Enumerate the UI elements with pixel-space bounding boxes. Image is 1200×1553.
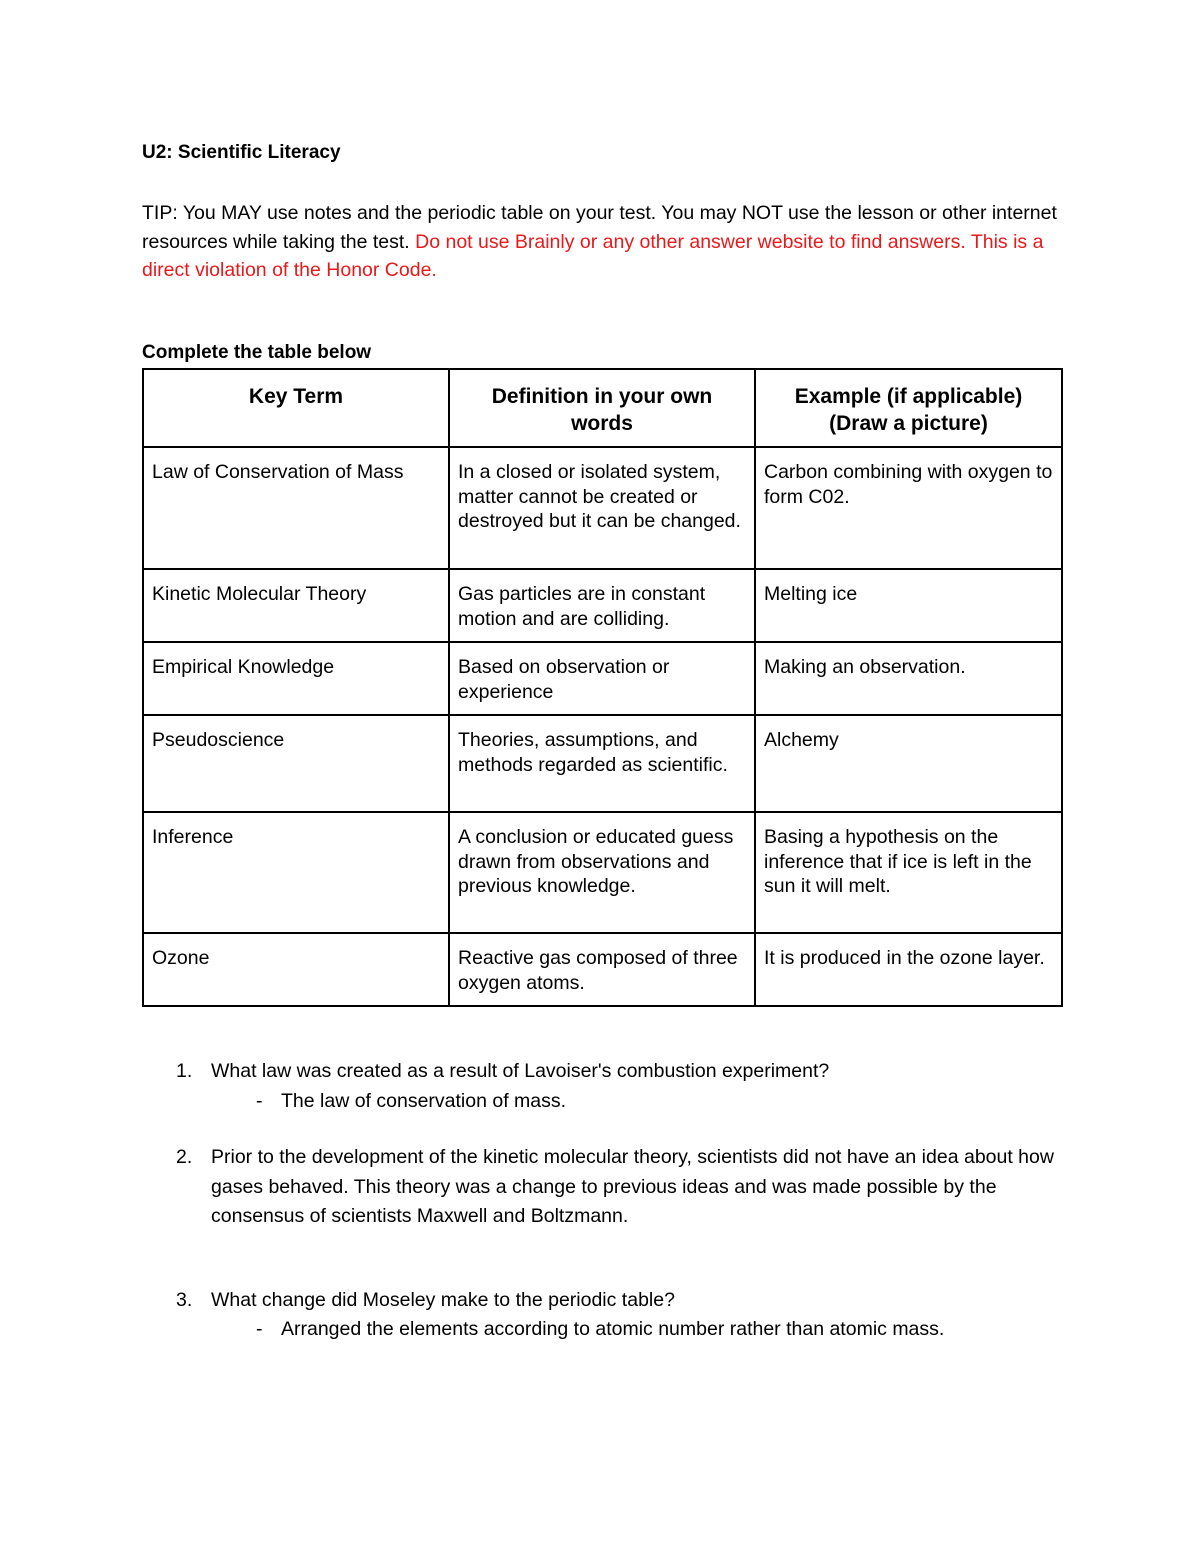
cell-key-term: Law of Conservation of Mass (143, 447, 449, 569)
cell-key-term: Pseudoscience (143, 715, 449, 812)
table-row (143, 715, 1062, 812)
table-row (143, 447, 1062, 569)
tip-text: TIP: You MAY use notes and the periodic table on your test. You may NOT use the lesson or other internet resources while taking the test. (142, 202, 1057, 253)
header-key-term: Key Term (143, 369, 449, 447)
cell-definition: Gas particles are in constant motion and are colliding. (449, 569, 755, 642)
cell-definition: Reactive gas composed of three oxygen atoms. (449, 933, 755, 1006)
cell-example: Carbon combining with oxygen to form C02. (755, 447, 1062, 569)
cell-example: It is produced in the ozone layer. (755, 933, 1062, 1006)
cell-key-term: Kinetic Molecular Theory (143, 569, 449, 642)
cell-example: Making an observation. (755, 642, 1062, 715)
cell-definition: Based on observation or experience (449, 642, 755, 715)
table-header-row (143, 369, 1062, 447)
document-title: U2: Scientific Literacy (142, 142, 341, 163)
answer-text: The law of conservation of mass. (281, 1089, 567, 1112)
tip-warning: Do not use Brainly or any other answer website to find answers. This is a direct violation of the Honor Code. (142, 230, 1044, 281)
cell-example: Alchemy (755, 715, 1062, 812)
table-row (143, 933, 1062, 1006)
question-3 (176, 1286, 1076, 1316)
answer-text: Arranged the elements according to atomic number rather than atomic mass. (281, 1318, 945, 1340)
tip-paragraph (142, 199, 1067, 285)
question-text: Prior to the development of the kinetic molecular theory, scientists did not have an idea about how gases behaved. This theory was a change to previous ideas and was made possible by the consensus of scientists Maxwell and Boltzmann. (211, 1146, 1054, 1227)
cell-definition: A conclusion or educated guess drawn from observations and previous knowledge. (449, 812, 755, 933)
question-number: 3. (176, 1288, 193, 1311)
table-row (143, 642, 1062, 715)
table-row (143, 812, 1062, 933)
cell-definition: Theories, assumptions, and methods regarded as scientific. (449, 715, 755, 812)
cell-key-term: Inference (143, 812, 449, 933)
answer-3 (176, 1315, 1076, 1345)
question-number: 1. (176, 1060, 193, 1082)
key-terms-table (142, 368, 1063, 1007)
question-2 (176, 1143, 1076, 1232)
header-definition: Definition in your own words (449, 369, 755, 447)
question-list (176, 1057, 1076, 1345)
header-example: Example (if applicable) (Draw a picture) (755, 369, 1062, 447)
answer-dash: - (256, 1318, 263, 1340)
question-text: What law was created as a result of Lavoiser's combustion experiment? (211, 1060, 830, 1082)
question-text: What change did Moseley make to the periodic table? (211, 1288, 675, 1311)
table-row (143, 569, 1062, 642)
answer-1 (176, 1087, 1076, 1117)
question-1 (176, 1057, 1076, 1087)
cell-key-term: Ozone (143, 933, 449, 1006)
question-number: 2. (176, 1146, 193, 1168)
cell-example: Melting ice (755, 569, 1062, 642)
cell-key-term: Empirical Knowledge (143, 642, 449, 715)
cell-definition: In a closed or isolated system, matter cannot be created or destroyed but it can be changed. (449, 447, 755, 569)
cell-example: Basing a hypothesis on the inference that if ice is left in the sun it will melt. (755, 812, 1062, 933)
table-label: Complete the table below (142, 342, 372, 363)
answer-dash: - (256, 1089, 263, 1112)
